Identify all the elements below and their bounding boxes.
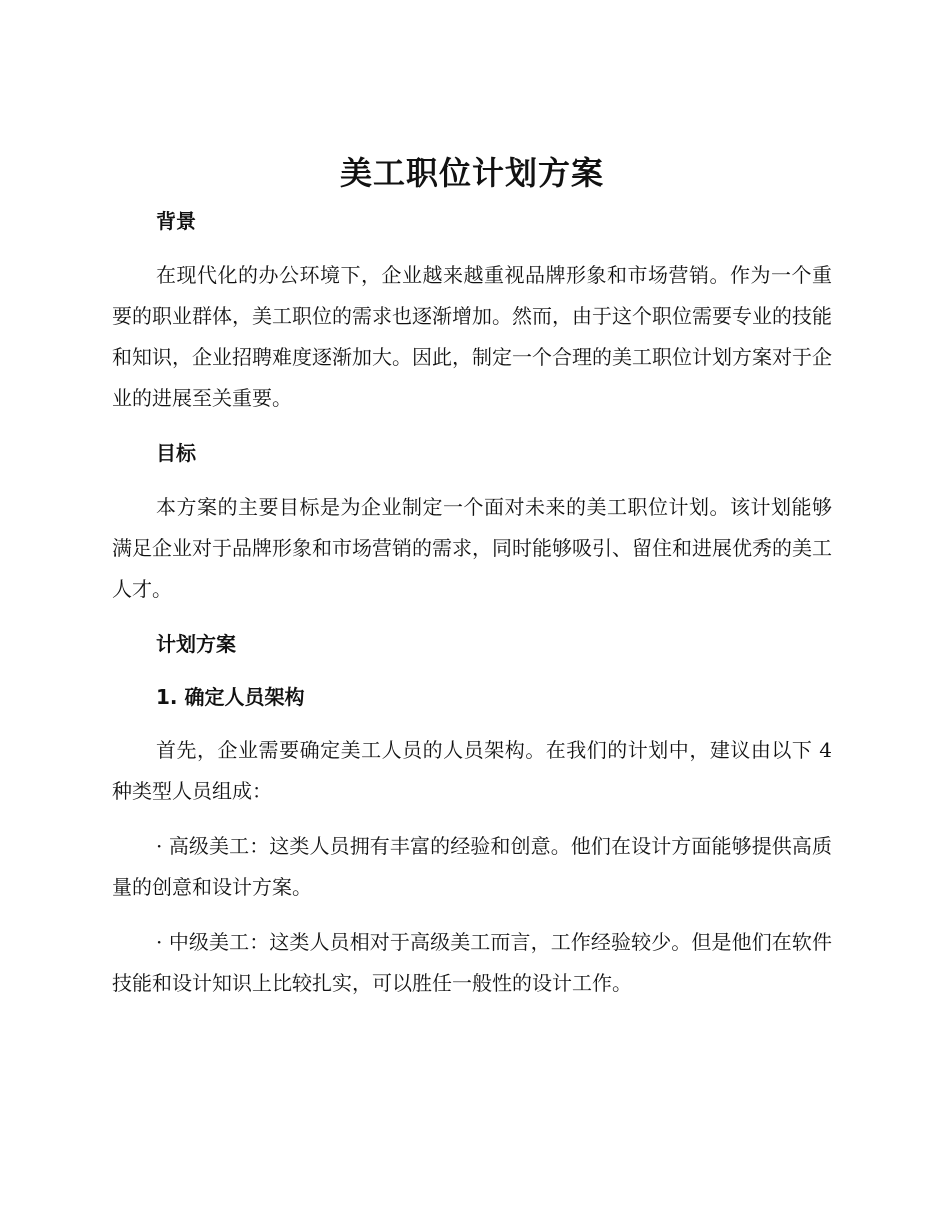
section-heading-goal: 目标 bbox=[156, 441, 196, 465]
staff-structure-intro: 首先，企业需要确定美工人员的人员架构。在我们的计划中，建议由以下 4 种类型人员组成： bbox=[112, 738, 832, 803]
background-paragraph: 在现代化的办公环境下，企业越来越重视品牌形象和市场营销。作为一个重要的职业群体，美工职位的需求也逐渐增加。然而，由于这个职位需要专业的技能和知识，企业招聘难度逐渐加大。因此，制定一个合理的美工职位计划方案对于企业的进展至关重要。 bbox=[112, 263, 832, 410]
subheading-staff-structure: 1. 确定人员架构 bbox=[156, 685, 305, 709]
bullet-item-mid-designer: · 中级美工：这类人员相对于高级美工而言，工作经验较少。但是他们在软件技能和设计知识上比较扎实，可以胜任一般性的设计工作。 bbox=[112, 930, 832, 995]
document-title: 美工职位计划方案 bbox=[339, 154, 604, 192]
document-page bbox=[112, 146, 832, 1004]
goal-paragraph: 本方案的主要目标是为企业制定一个面对未来的美工职位计划。该计划能够满足企业对于品牌形象和市场营销的需求，同时能够吸引、留住和进展优秀的美工人才。 bbox=[112, 495, 832, 601]
section-heading-background: 背景 bbox=[156, 209, 196, 233]
section-heading-plan: 计划方案 bbox=[156, 632, 236, 656]
bullet-item-senior-designer: · 高级美工：这类人员拥有丰富的经验和创意。他们在设计方面能够提供高质量的创意和设计方案。 bbox=[112, 834, 832, 899]
